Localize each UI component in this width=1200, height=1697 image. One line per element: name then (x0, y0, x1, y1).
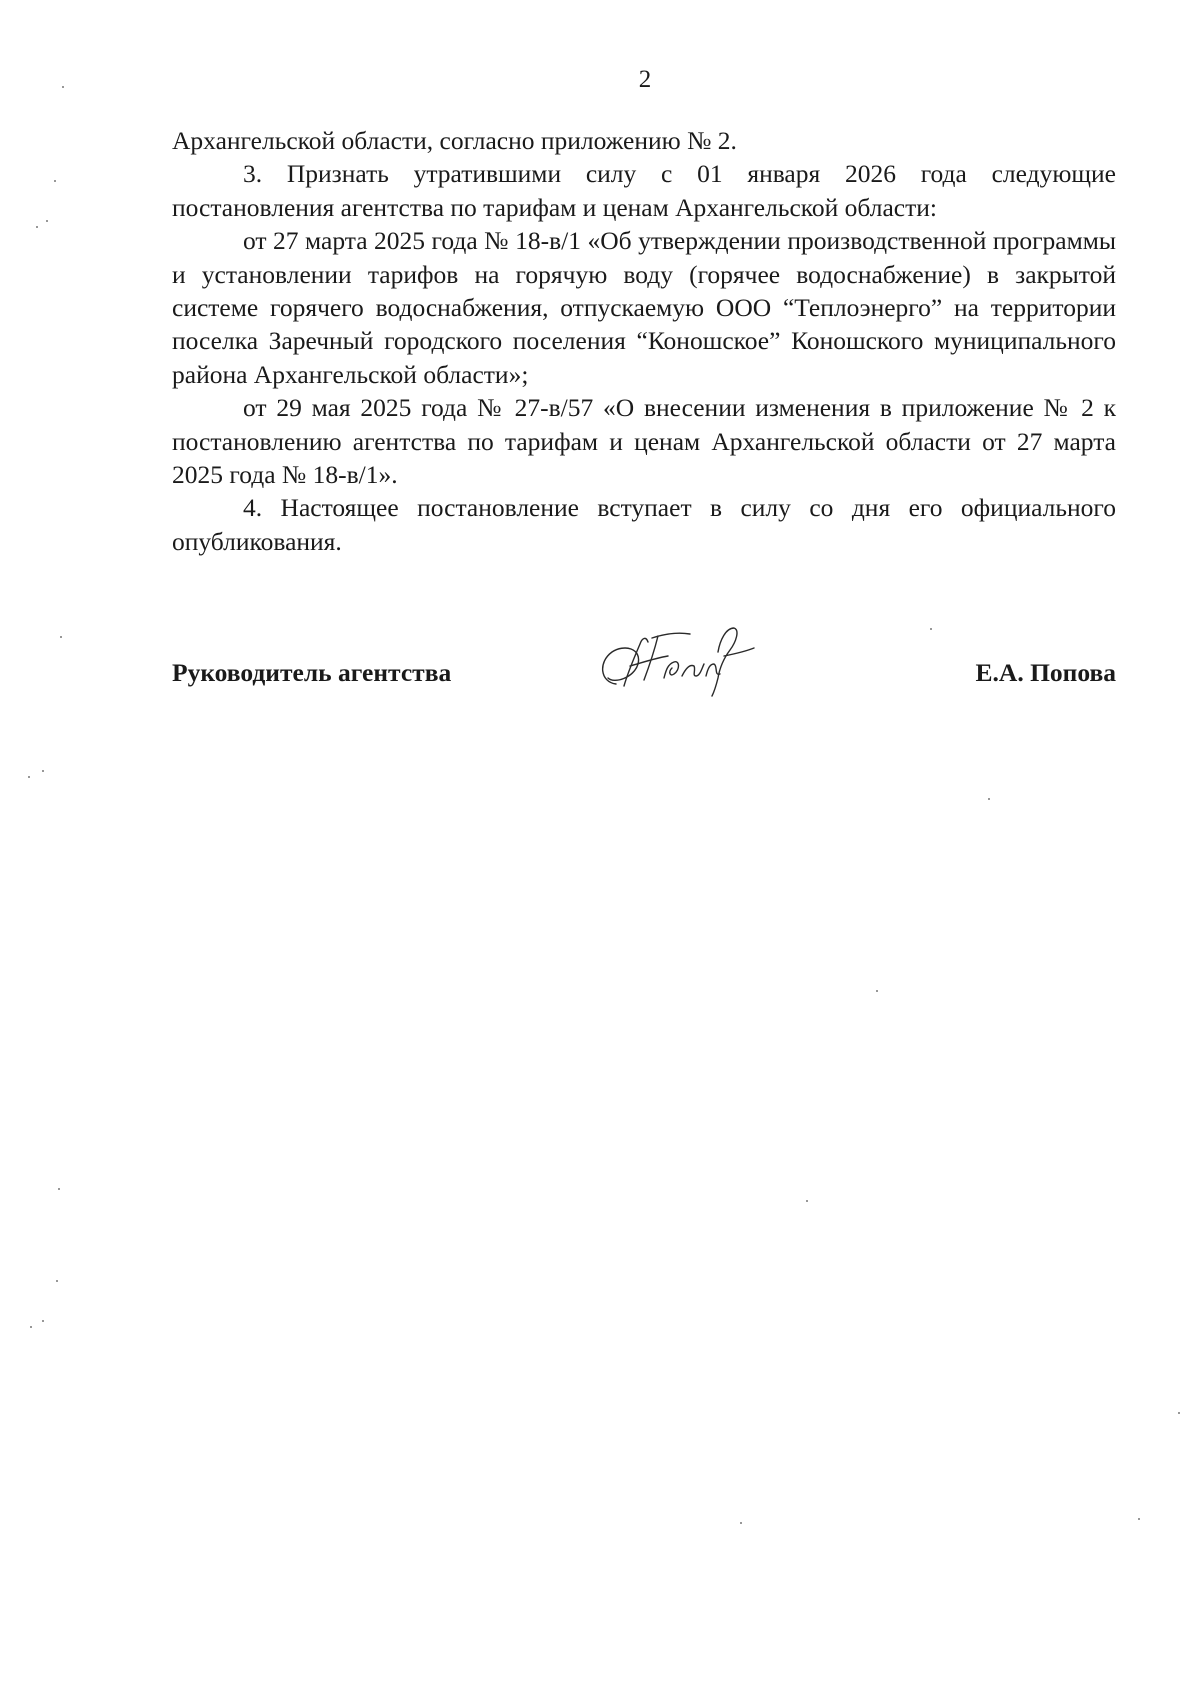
paragraph-repealed-act-1: от 27 марта 2025 года № 18-в/1 «Об утверждении производственной программы и установлении тарифов на горячую воду (горячее водоснабжение) в закрытой системе горячего водоснабжения, отпускаемую ООО “Теплоэнерго” на территории поселка Заречный городского поселения “Коношское” Коношского муниципального района Архангельской области»; (172, 226, 1116, 389)
scan-speck (988, 798, 990, 800)
scan-speck (60, 636, 62, 638)
scan-speck (930, 628, 932, 630)
paragraph-repealed-act-2: от 29 мая 2025 года № 27-в/57 «О внесении изменения в приложение № 2 к постановлению агентства по тарифам и ценам Архангельской области от 27 марта 2025 года № 18-в/1». (172, 393, 1116, 490)
handwritten-signature (594, 622, 764, 700)
signatory-name: Е.А. Попова (975, 658, 1116, 687)
page-number: 2 (638, 66, 652, 93)
paragraph-item-3: 3. Признать утратившими силу с 01 января 2026 года следующие постановления агентства по тарифам и ценам Архангельской области: (172, 159, 1116, 222)
scan-speck (46, 220, 48, 222)
scan-speck (740, 1522, 742, 1524)
scan-speck (876, 990, 878, 992)
scan-speck (30, 1326, 32, 1328)
signatory-title: Руководитель агентства (172, 658, 452, 687)
scan-speck (54, 180, 56, 182)
scan-speck (58, 1188, 60, 1190)
scan-speck (1178, 1412, 1180, 1414)
scan-speck (36, 226, 38, 228)
scan-speck (28, 776, 30, 778)
scan-speck (62, 86, 64, 88)
paragraph-continuation: Архангельской области, согласно приложению № 2. (172, 126, 737, 155)
scan-speck (806, 1200, 808, 1202)
paragraph-item-4: 4. Настоящее постановление вступает в силу со дня его официального опубликования. (172, 493, 1116, 556)
scan-speck (42, 1320, 44, 1322)
document-body (172, 124, 1116, 558)
scan-speck (1138, 1518, 1140, 1520)
scan-speck (42, 770, 44, 772)
scan-speck (56, 1280, 58, 1282)
